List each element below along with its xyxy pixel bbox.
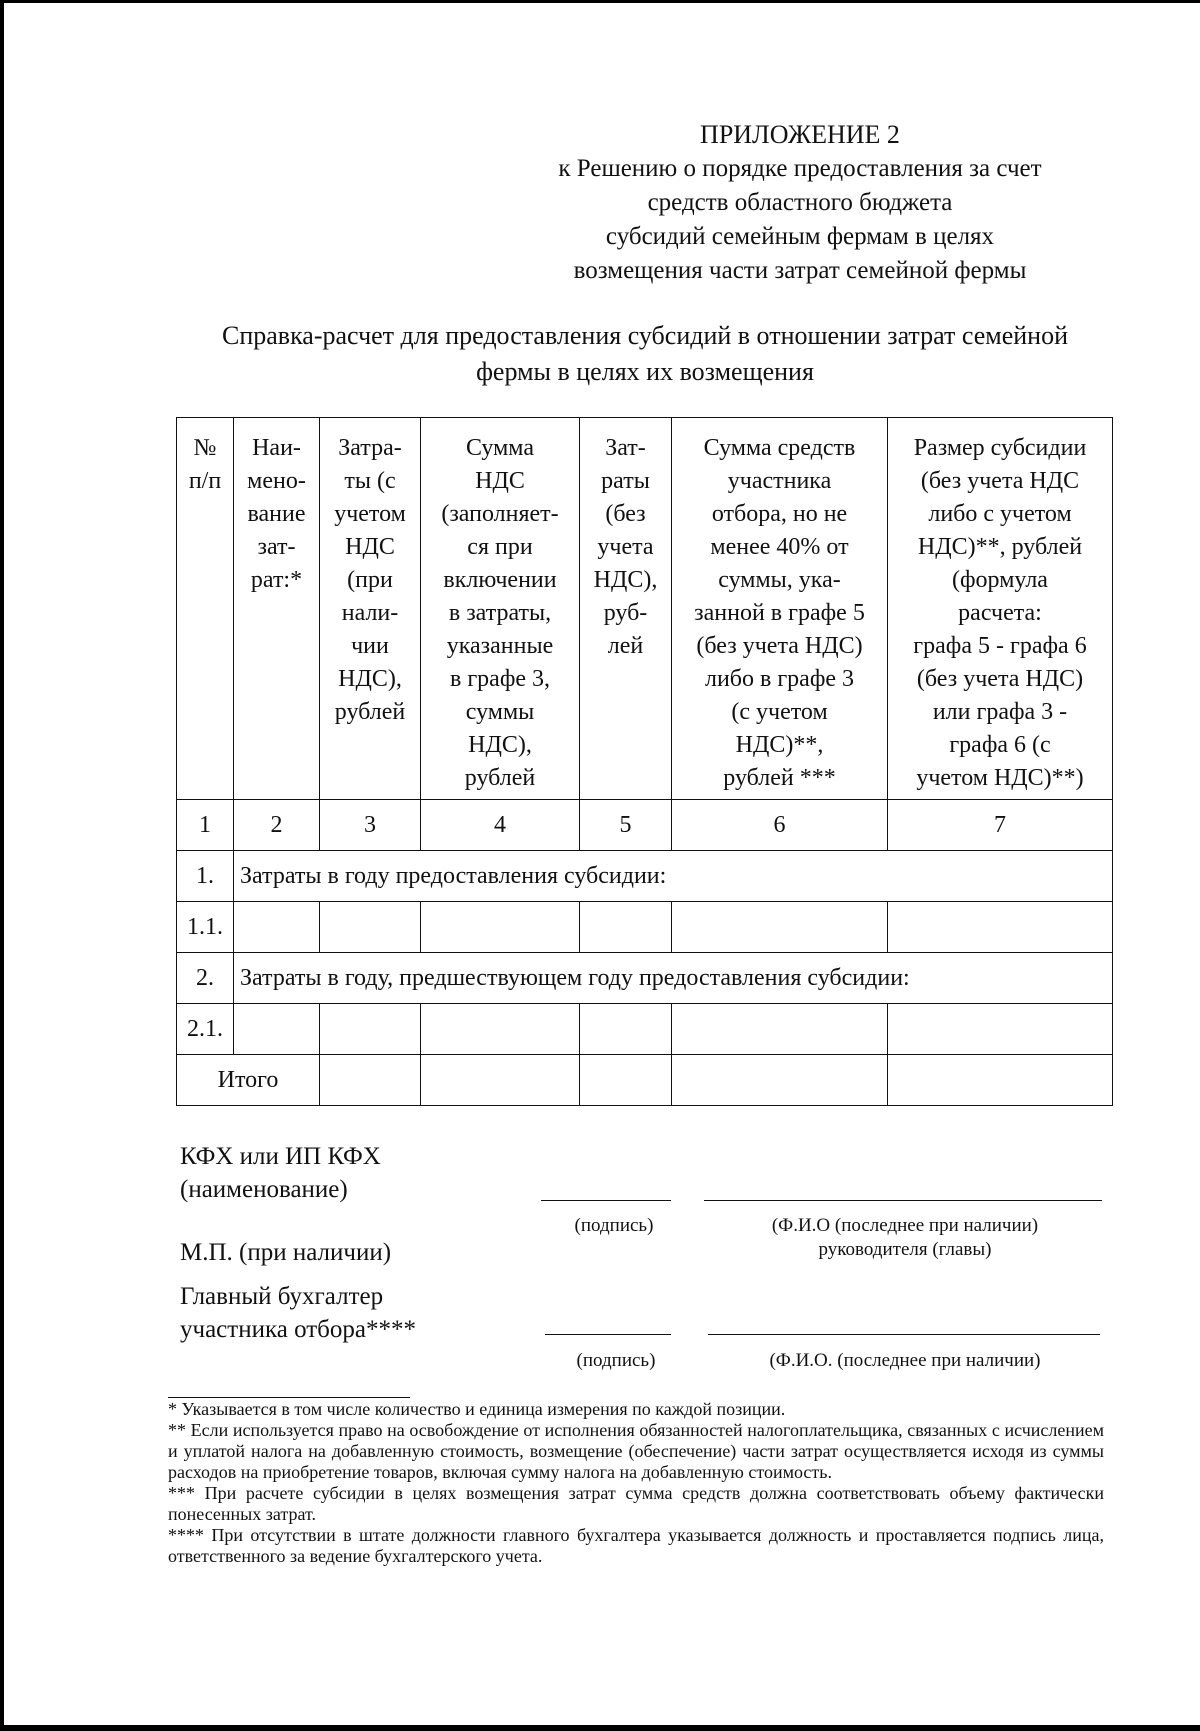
signature-caption-head: (подпись) <box>574 1215 654 1236</box>
appendix-line: возмещения части затрат семейной фермы <box>573 257 1027 284</box>
header-line: НДС), <box>468 732 532 758</box>
header-line: включении <box>443 567 557 593</box>
appendix-header <box>520 118 1080 288</box>
header-line: лей <box>607 633 644 659</box>
header-line: (при <box>347 567 393 593</box>
total-label: Итого <box>177 1055 320 1106</box>
header-line: Сумма <box>466 435 534 461</box>
header-line: суммы, ука- <box>718 567 841 593</box>
header-cell <box>421 418 580 800</box>
header-line: руб- <box>603 600 648 626</box>
header-line: рублей <box>464 765 536 791</box>
header-line: нали- <box>341 600 399 626</box>
fio-caption-line: руководителя (главы) <box>818 1239 992 1260</box>
header-cell <box>888 418 1113 800</box>
footnotes <box>168 1399 1104 1567</box>
table-row <box>177 1004 1113 1055</box>
header-line: НДС)**, <box>735 732 824 758</box>
header-line: НДС <box>475 468 525 494</box>
section-number: 1. <box>177 851 234 902</box>
header-line: учетом НДС)**) <box>916 765 1084 791</box>
header-line: (заполняет- <box>441 501 559 527</box>
stamp-label: М.П. (при наличии) <box>180 1239 392 1266</box>
fio-line-head[interactable] <box>704 1200 1102 1201</box>
chief-accountant-line: Главный бухгалтер <box>180 1283 384 1310</box>
row-number: 1.1. <box>177 902 234 953</box>
header-line: в графе 3, <box>449 666 551 692</box>
column-number-row <box>177 800 1113 851</box>
document-title-line: фермы в целях их возмещения <box>476 357 814 386</box>
appendix-line: субсидий семейным фермам в целях <box>605 223 995 250</box>
header-line: (без учета НДС) <box>916 666 1084 692</box>
header-line: (с учетом <box>731 699 828 725</box>
header-line: ся при <box>467 534 533 560</box>
scan-border-top <box>0 0 1200 3</box>
calculation-table <box>176 417 1113 1106</box>
scan-border-left <box>0 0 4 1731</box>
header-line: либо в графе 3 <box>704 666 855 692</box>
header-line: ты (с <box>344 468 396 494</box>
table-cell[interactable] <box>320 1055 421 1106</box>
header-line: НДС)**, рублей <box>917 534 1083 560</box>
organization-label <box>180 1140 500 1206</box>
column-number: 7 <box>888 800 1113 851</box>
table-cell[interactable] <box>888 902 1113 953</box>
table-cell[interactable] <box>580 1055 672 1106</box>
appendix-title: ПРИЛОЖЕНИЕ 2 <box>700 120 900 149</box>
header-line: расчета: <box>958 600 1042 626</box>
signature-caption-accountant: (подпись) <box>576 1350 656 1371</box>
fio-caption-accountant: (Ф.И.О. (последнее при наличии) <box>769 1350 1041 1371</box>
footnote-separator <box>168 1397 410 1398</box>
table-cell[interactable] <box>320 902 421 953</box>
section-label: Затраты в году, предшествующем году предоставления субсидии: <box>234 953 1113 1004</box>
header-line: участника <box>727 468 832 494</box>
document-title-line: Справка-расчет для предоставления субсидий в отношении затрат семейной <box>222 321 1068 350</box>
header-line: раты <box>601 468 650 494</box>
header-line: п/п <box>188 468 222 494</box>
footnote: **** При отсутствии в штате должности главного бухгалтера указывается должность и проставляется подпись лица, ответственного за ведение бухгалтерского учета. <box>168 1525 1104 1566</box>
table-row <box>177 902 1113 953</box>
table-cell[interactable] <box>888 1004 1113 1055</box>
table-cell[interactable] <box>320 1004 421 1055</box>
header-cell <box>672 418 888 800</box>
header-line: графа 6 (с <box>949 732 1051 758</box>
column-number: 5 <box>580 800 672 851</box>
header-line: НДС), <box>593 567 658 593</box>
column-number: 2 <box>234 800 320 851</box>
header-line: (без учета НДС) <box>696 633 863 659</box>
table-cell[interactable] <box>580 902 672 953</box>
header-line: Затра- <box>338 435 402 461</box>
header-line: отбора, но не <box>711 501 848 527</box>
header-line: либо с учетом <box>928 501 1072 527</box>
section-row <box>177 851 1113 902</box>
section-row <box>177 953 1113 1004</box>
header-line: суммы <box>465 699 535 725</box>
header-line: (без учета НДС <box>920 468 1080 494</box>
header-line: чии <box>351 633 389 659</box>
header-line: графа 5 - графа 6 <box>913 633 1087 659</box>
header-line: (формула <box>952 567 1048 593</box>
header-line: НДС <box>345 534 395 560</box>
table-cell[interactable] <box>672 1055 888 1106</box>
table-cell[interactable] <box>888 1055 1113 1106</box>
header-line: мено- <box>247 468 306 494</box>
header-cell <box>177 418 234 800</box>
header-line: Зат- <box>605 435 646 461</box>
fio-caption-line: (Ф.И.О (последнее при наличии) <box>771 1215 1039 1236</box>
total-row <box>177 1055 1113 1106</box>
column-number: 1 <box>177 800 234 851</box>
fio-caption-head <box>700 1214 1110 1262</box>
header-cell <box>320 418 421 800</box>
header-line: или графа 3 - <box>932 699 1068 725</box>
header-line: Сумма средств <box>703 435 856 461</box>
table-cell[interactable] <box>580 1004 672 1055</box>
header-line: учета <box>597 534 654 560</box>
header-line: рублей *** <box>723 765 836 791</box>
section-number: 2. <box>177 953 234 1004</box>
appendix-line: средств областного бюджета <box>647 189 953 216</box>
header-line: менее 40% от <box>710 534 849 560</box>
header-line: указанные <box>446 633 554 659</box>
table-cell[interactable] <box>421 902 580 953</box>
header-line: Наи- <box>252 435 301 461</box>
table-cell[interactable] <box>421 1004 580 1055</box>
header-line: (без <box>605 501 646 527</box>
fio-line-accountant[interactable] <box>708 1334 1100 1335</box>
column-number: 3 <box>320 800 421 851</box>
table-cell[interactable] <box>672 902 888 953</box>
column-number: 4 <box>421 800 580 851</box>
appendix-line: к Решению о порядке предоставления за счет <box>558 155 1042 182</box>
header-line: рублей <box>334 699 406 725</box>
chief-accountant-line: участника отбора**** <box>180 1316 416 1343</box>
footnote: *** При расчете субсидии в целях возмещения затрат сумма средств должна соответствовать объему фактически понесенных затрат. <box>168 1483 1104 1524</box>
footnote: * Указывается в том числе количество и единица измерения по каждой позиции. <box>168 1399 786 1419</box>
table-header-row <box>177 418 1113 800</box>
document-title <box>170 318 1120 390</box>
header-line: вание <box>247 501 306 527</box>
signature-line-head[interactable] <box>541 1200 671 1201</box>
row-number: 2.1. <box>177 1004 234 1055</box>
chief-accountant-label <box>180 1280 500 1346</box>
header-line: № <box>193 435 217 461</box>
header-line: Размер субсидии <box>913 435 1087 461</box>
signature-line-accountant[interactable] <box>545 1334 671 1335</box>
header-line: занной в графе 5 <box>694 600 865 626</box>
section-label: Затраты в году предоставления субсидии: <box>234 851 1113 902</box>
table-cell[interactable] <box>672 1004 888 1055</box>
column-number: 6 <box>672 800 888 851</box>
organization-label-line: (наименование) <box>180 1176 348 1203</box>
organization-label-line: КФХ или ИП КФХ <box>180 1143 381 1170</box>
header-line: учетом <box>334 501 406 527</box>
header-line: НДС), <box>338 666 402 692</box>
header-line: зат- <box>257 534 296 560</box>
table-cell[interactable] <box>234 1004 320 1055</box>
header-line: рат:* <box>250 567 303 593</box>
scan-border-bottom <box>0 1725 1200 1731</box>
table-cell[interactable] <box>421 1055 580 1106</box>
header-line: в затраты, <box>448 600 552 626</box>
footnote: ** Если используется право на освобождение от исполнения обязанностей налогоплательщика, связанных с исчислением и уплатой налога на добавленную стоимость, возмещение (обеспечение) части затрат осуществляется исходя из суммы расходов на приобретение товаров, включая сумму налога на добавленную стоимость. <box>168 1420 1104 1482</box>
header-cell <box>234 418 320 800</box>
table-cell[interactable] <box>234 902 320 953</box>
header-cell <box>580 418 672 800</box>
